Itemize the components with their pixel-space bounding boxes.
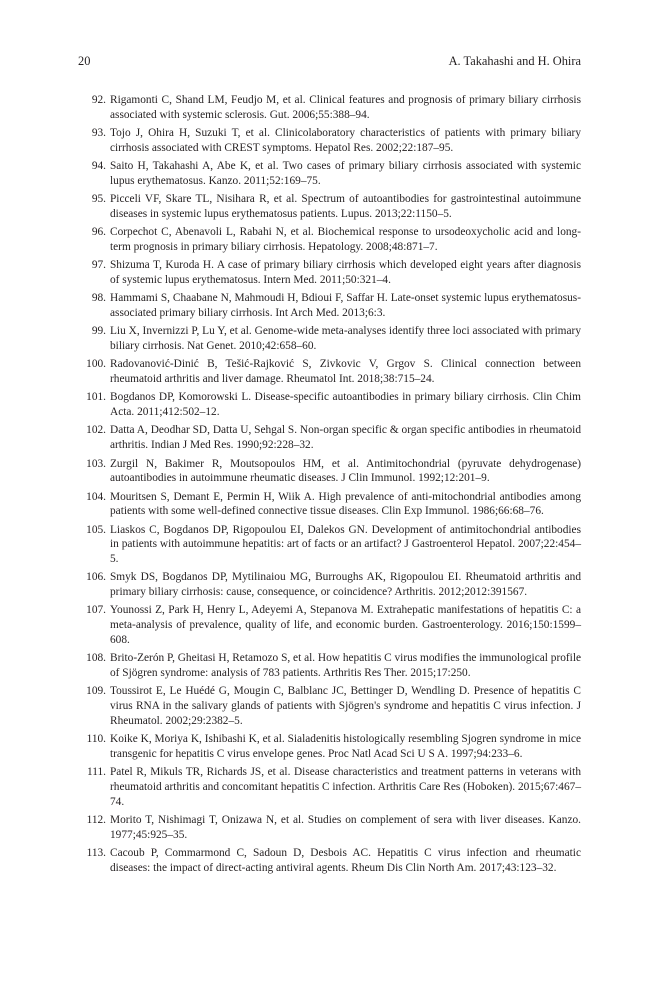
reference-number: 107. <box>86 604 106 617</box>
page-number: 20 <box>78 54 91 68</box>
reference-text: Younossi Z, Park H, Henry L, Adeyemi A, Stepanova M. Extrahepatic manifestations of hepatitis C: a meta-analysis of prevalence, quality of life, and economic burden. Gastroenterology. 2016;150:1599–608. <box>110 604 581 646</box>
reference-text: Brito-Zerón P, Gheitasi H, Retamozo S, et al. How hepatitis C virus modifies the immunological profile of Sjögren syndrome: analysis of 783 patients. Arthritis Res Ther. 2015;17:250. <box>110 652 582 679</box>
reference-text: Tojo J, Ohira H, Suzuki T, et al. Clinicolaboratory characteristics of patients with primary biliary cirrhosis associated with CREST symptoms. Hepatol Res. 2002;22:187–95. <box>110 127 581 154</box>
running-head: A. Takahashi and H. Ohira <box>448 54 581 68</box>
reference-item <box>78 603 581 647</box>
reference-number: 108. <box>86 652 106 665</box>
reference-text: Hammami S, Chaabane N, Mahmoudi H, Bdioui F, Saffar H. Late-onset systemic lupus erythematosus-associated primary biliary cirrhosis. Int Arch Med. 2013;6:3. <box>110 292 581 320</box>
reference-text: Rigamonti C, Shand LM, Feudjo M, et al. Clinical features and prognosis of primary biliary cirrhosis associated with systemic sclerosis. Gut. 2006;55:388–94. <box>110 94 581 121</box>
reference-item <box>78 126 581 156</box>
reference-text: Liaskos C, Bogdanos DP, Rigopoulou EI, Dalekos GN. Development of antimitochondrial antibodies in patients with autoimmune hepatitis: art of facts or an artifact? J Gastroenterol Hepatol. 2007;22:454–5. <box>110 523 581 566</box>
reference-item <box>78 651 581 681</box>
reference-number: 92. <box>91 94 106 106</box>
reference-number: 112. <box>86 813 106 826</box>
reference-item <box>78 684 581 728</box>
reference-text: Saito H, Takahashi A, Abe K, et al. Two cases of primary biliary cirrhosis associated with systemic lupus erythematosus. Kanzo. 2011;52:169–75. <box>110 160 581 187</box>
reference-text: Cacoub P, Commarmond C, Sadoun D, Desbois AC. Hepatitis C virus infection and rheumatic diseases: the impact of direct-acting antiviral agents. Rheum Dis Clin North Am. 2017;43:123–32. <box>110 846 581 874</box>
reference-item <box>78 765 581 809</box>
reference-number: 98. <box>91 292 106 305</box>
reference-text: Liu X, Invernizzi P, Lu Y, et al. Genome-wide meta-analyses identify three loci associated with primary biliary cirrhosis. Nat Genet. 2010;42:658–60. <box>110 325 581 353</box>
reference-number: 101. <box>86 391 106 404</box>
reference-text: Datta A, Deodhar SD, Datta U, Sehgal S. Non-organ specific & organ specific antibodies in rheumatoid arthritis. Indian J Med Res. 1990;92:228–32. <box>110 424 581 452</box>
reference-number: 111. <box>86 766 106 779</box>
reference-text: Bogdanos DP, Komorowski L. Disease-specific autoantibodies in primary biliary cirrhosis. Clin Chim Acta. 2011;412:502–12. <box>110 391 581 419</box>
reference-item <box>78 258 581 288</box>
reference-item <box>78 291 581 321</box>
reference-item <box>78 490 581 520</box>
reference-text: Toussirot E, Le Huédé G, Mougin C, Balblanc JC, Bettinger D, Wendling D. Presence of hepatitis C virus RNA in the salivary glands of patients with Sjögren's syndrome and hepatitis C virus infection. J Rheumatol. 2002;29:2382–5. <box>110 685 581 727</box>
reference-number: 94. <box>91 160 106 173</box>
reference-number: 96. <box>91 226 106 239</box>
reference-number: 113. <box>86 846 106 859</box>
reference-text: Radovanović-Dinić B, Tešić-Rajković S, Zivkovic V, Grgov S. Clinical connection between rheumatoid arthritis and liver damage. Rheumatol Int. 2018;38:715–24. <box>110 358 581 386</box>
reference-number: 104. <box>86 490 106 503</box>
reference-number: 97. <box>91 259 106 272</box>
reference-item <box>78 159 581 189</box>
reference-text: Patel R, Mikuls TR, Richards JS, et al. Disease characteristics and treatment patterns in veterans with rheumatoid arthritis and concomitant hepatitis C infection. Arthritis Care Res (Hoboken). 2015;67:467–74. <box>110 766 581 808</box>
reference-text: Corpechot C, Abenavoli L, Rabahi N, et al. Biochemical response to ursodeoxycholic acid and long-term prognosis in primary biliary cirrhosis. Hepatology. 2008;48:871–7. <box>110 226 581 253</box>
reference-number: 103. <box>86 457 106 470</box>
reference-item <box>78 457 581 487</box>
reference-item <box>78 357 581 387</box>
reference-item <box>78 93 581 123</box>
reference-number: 109. <box>86 685 106 698</box>
reference-number: 110. <box>86 733 106 746</box>
reference-item <box>78 192 581 222</box>
reference-item <box>78 390 581 420</box>
reference-number: 99. <box>91 325 106 338</box>
reference-list <box>78 93 581 879</box>
reference-item <box>78 570 581 600</box>
reference-number: 95. <box>91 193 106 206</box>
reference-item <box>78 225 581 255</box>
reference-number: 100. <box>86 358 106 371</box>
reference-text: Morito T, Nishimagi T, Onizawa N, et al. Studies on complement of sera with liver diseases. Kanzo. 1977;45:925–35. <box>110 813 581 841</box>
reference-item <box>78 813 581 843</box>
reference-item <box>78 523 581 567</box>
reference-text: Picceli VF, Skare TL, Nisihara R, et al. Spectrum of autoantibodies for gastrointestinal autoimmune diseases in systemic lupus erythematosus patients. Lupus. 2013;22:1150–5. <box>110 193 581 220</box>
reference-text: Zurgil N, Bakimer R, Moutsopoulos HM, et al. Antimitochondrial (pyruvate dehydrogenase) autoantibodies in autoimmune rheumatic diseases. J Clin Immunol. 1992;12:201–9. <box>110 457 581 485</box>
reference-number: 106. <box>86 571 106 584</box>
reference-text: Shizuma T, Kuroda H. A case of primary biliary cirrhosis which developed eight years after diagnosis of systemic lupus erythematosus. Intern Med. 2011;50:321–4. <box>110 259 581 286</box>
reference-item <box>78 423 581 453</box>
reference-text: Koike K, Moriya K, Ishibashi K, et al. Sialadenitis histologically resembling Sjogren syndrome in mice transgenic for hepatitis C virus envelope genes. Proc Natl Acad Sci U S A. 1997;94:233–6. <box>110 733 581 760</box>
reference-number: 93. <box>91 127 106 140</box>
reference-item <box>78 324 581 354</box>
reference-number: 105. <box>86 523 106 536</box>
reference-text: Smyk DS, Bogdanos DP, Mytilinaiou MG, Burroughs AK, Rigopoulou EI. Rheumatoid arthritis and primary biliary cirrhosis: cause, consequence, or coincidence? Arthritis. 2012;2012:391567. <box>110 571 581 599</box>
reference-item <box>78 732 581 762</box>
reference-text: Mouritsen S, Demant E, Permin H, Wiik A. High prevalence of anti-mitochondrial antibodies among patients with some well-defined connective tissue diseases. Clin Exp Immunol. 1986;66:68–76. <box>110 490 581 518</box>
reference-item <box>78 846 581 876</box>
reference-number: 102. <box>86 424 106 437</box>
